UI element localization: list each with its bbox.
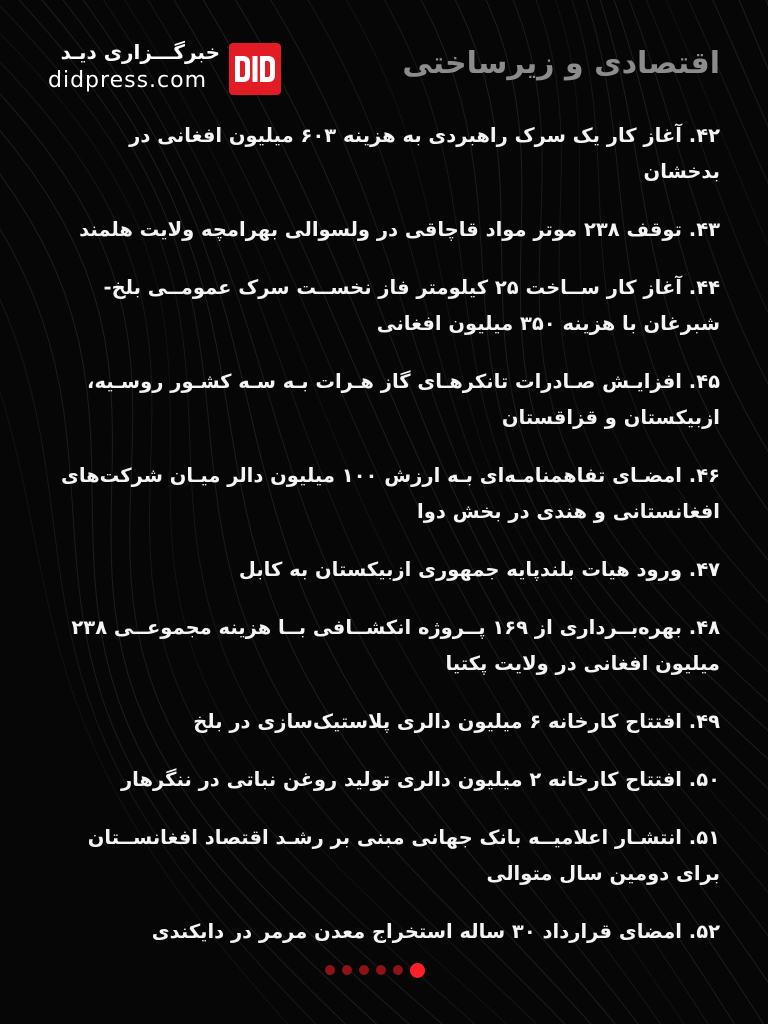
list-item: ۵۰. افتتاح کارخانه ۲ میلیون دالری تولید روغن نباتی در ننگرهار <box>120 768 720 791</box>
list-item: ۴۵. افزایـش صـادرات تانکرهـای گاز هـرات بـه سـه کشـور روسـیه، ازبیکستان و قزاقستان <box>87 370 720 429</box>
brand-url: didpress.com <box>48 68 208 93</box>
list-item: ۴۷. ورود هیات بلندپایه جمهوری ازبیکستان به کابل <box>238 558 720 581</box>
pagination-dot[interactable] <box>325 965 335 975</box>
list-item: ۴۳. توقف ۲۳۸ موتر مواد قاچاقی در ولسوالی بهرامچه ولایت هلمند <box>79 218 720 241</box>
pagination-dot[interactable] <box>342 965 352 975</box>
pagination-dots <box>325 962 425 978</box>
list-item: ۴۸. بهره‌بــرداری از ۱۶۹ پــروژه انکشــافی بــا هزینه مجموعــی ۲۳۸ میلیون افغانی در ولایت پکتیا <box>71 616 720 675</box>
section-title: اقتصادی و زیرساختی <box>402 46 720 81</box>
list-item: ۴۴. آغاز کار ســاخت ۲۵ کیلومتر فاز نخســت سرک عمومــی بلخ- شبرغان با هزینه ۳۵۰ میلیون افغانی <box>103 276 720 335</box>
did-logo-icon <box>229 43 281 95</box>
list-item: ۴۲. آغاز کار یک سرک راهبردی به هزینه ۶۰۳ میلیون افغانی در بدخشان <box>129 124 720 183</box>
header <box>0 0 768 110</box>
pagination-dot[interactable] <box>393 965 403 975</box>
list-item: ۵۱. انتشـار اعلامیــه بانک جهانی مبنی بر رشـد اقتصاد افغانســتان برای دومین سال متوالی <box>87 826 720 885</box>
brand-name: خبرگـــزاری دیـد <box>60 40 220 64</box>
pagination-dot-active[interactable] <box>410 963 425 978</box>
news-list <box>48 118 720 972</box>
list-item: ۴۶. امضـای تفاهمنامـه‌ای بـه ارزش ۱۰۰ میلیون دالر میـان شرکت‌های افغانستانی و هندی در بخش دوا <box>60 464 720 523</box>
list-item: ۵۲. امضای قرارداد ۳۰ ساله استخراج معدن مرمر در دایکندی <box>151 920 720 943</box>
pagination-dot[interactable] <box>376 965 386 975</box>
pagination-dot[interactable] <box>359 965 369 975</box>
list-item: ۴۹. افتتاح کارخانه ۶ میلیون دالری پلاستیک‌سازی در بلخ <box>193 710 720 733</box>
